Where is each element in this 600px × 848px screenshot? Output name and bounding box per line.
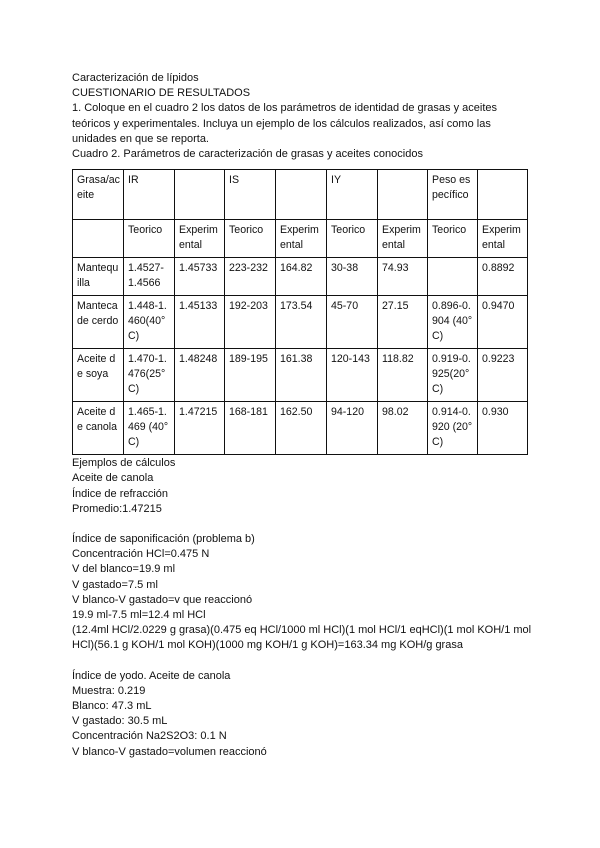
table-cell: 164.82	[276, 258, 327, 296]
table-cell: Teorico	[124, 220, 175, 258]
table-cell: 74.93	[378, 258, 428, 296]
table-cell: Aceite de canola	[73, 402, 124, 455]
document-title: Caracterización de lípidos	[72, 72, 199, 84]
refraction-title: Índice de refracción	[72, 487, 168, 500]
table-header-row	[73, 170, 528, 220]
iod-line: Concentración Na2S2O3: 0.1 N	[72, 730, 227, 743]
table-cell: 1.465-1.469 (40°C)	[124, 402, 175, 455]
table-cell	[478, 170, 528, 220]
table-cell: 0.914-0.920 (20°C)	[428, 402, 478, 455]
table-cell: 1.48248	[175, 349, 225, 402]
table-cell: IR	[124, 170, 175, 220]
iod-line: V gastado: 30.5 mL	[72, 715, 168, 728]
table-cell: Experimental	[378, 220, 428, 258]
table-cell: IY	[327, 170, 378, 220]
table-cell: Manteca de cerdo	[73, 296, 124, 349]
table-cell: 0.930	[478, 402, 528, 455]
table-cell: 98.02	[378, 402, 428, 455]
table-cell	[378, 170, 428, 220]
section-heading: CUESTIONARIO DE RESULTADOS	[72, 87, 251, 100]
table-cell: 45-70	[327, 296, 378, 349]
table-cell: 189-195	[225, 349, 276, 402]
table-cell: 0.9470	[478, 296, 528, 349]
table-cell: 1.4527-1.4566	[124, 258, 175, 296]
iodine-title: Índice de yodo. Aceite de canola	[72, 669, 231, 682]
table-cell: 30-38	[327, 258, 378, 296]
table-cell: Experimental	[276, 220, 327, 258]
question-text: 1. Coloque en el cuadro 2 los datos de los parámetros de identidad de grasas y aceites teóricos y experimentales. Incluya un ejemplo de los cálculos realizados, así como las unidades en que se reporta.	[72, 102, 497, 145]
iod-line: Blanco: 47.3 mL	[72, 700, 152, 713]
table-cell: 1.45733	[175, 258, 225, 296]
spacer	[72, 654, 532, 669]
table-cell: Teorico	[428, 220, 478, 258]
table-cell: 0.896-0.904 (40°C)	[428, 296, 478, 349]
table-cell: 161.38	[276, 349, 327, 402]
iod-line: Muestra: 0.219	[72, 684, 146, 697]
table-cell: 1.470-1.476(25°C)	[124, 349, 175, 402]
table-cell: 223-232	[225, 258, 276, 296]
table-cell	[428, 258, 478, 296]
table-cell: Experimental	[478, 220, 528, 258]
examples-oil: Aceite de canola	[72, 472, 154, 485]
table-cell: 120-143	[327, 349, 378, 402]
table-cell: 0.8892	[478, 258, 528, 296]
document-page	[72, 71, 532, 760]
table-cell: Mantequilla	[73, 258, 124, 296]
table-cell: Experimental	[175, 220, 225, 258]
sap-line: V gastado=7.5 ml	[72, 578, 158, 591]
table-cell: 192-203	[225, 296, 276, 349]
table-row	[73, 258, 528, 296]
parameters-table	[72, 169, 528, 455]
table-row	[73, 402, 528, 455]
table-cell: Teorico	[327, 220, 378, 258]
table-body	[73, 170, 528, 455]
table-caption: Cuadro 2. Parámetros de caracterización de grasas y aceites conocidos	[72, 148, 423, 161]
spacer	[72, 517, 532, 532]
saponification-calculation: (12.4ml HCl/2.0229 g grasa)(0.475 eq HCl/1000 ml HCl)(1 mol HCl/1 eqHCl)(1 mol KOH/1 mol HCl)(56.1 g KOH/1 mol KOH)(1000 mg KOH/1 g KOH)=163.34 mg KOH/g grasa	[72, 624, 532, 652]
table-cell: IS	[225, 170, 276, 220]
table-cell: Grasa/aceite	[73, 170, 124, 220]
table-subheader-row	[73, 220, 528, 258]
iod-line: V blanco-V gastado=volumen reaccionó	[72, 745, 267, 758]
table-cell: 27.15	[378, 296, 428, 349]
table-cell: Peso específico	[428, 170, 478, 220]
table-cell	[73, 220, 124, 258]
table-cell	[276, 170, 327, 220]
examples-heading: Ejemplos de cálculos	[72, 457, 176, 470]
table-cell	[175, 170, 225, 220]
table-cell: 94-120	[327, 402, 378, 455]
table-cell: 168-181	[225, 402, 276, 455]
sap-line: V blanco-V gastado=v que reaccionó	[72, 593, 253, 606]
table-cell: 173.54	[276, 296, 327, 349]
table-cell: 1.448-1.460(40°C)	[124, 296, 175, 349]
sap-line: 19.9 ml-7.5 ml=12.4 ml HCl	[72, 609, 206, 622]
refraction-average: Promedio:1.47215	[72, 502, 162, 515]
table-cell: 1.47215	[175, 402, 225, 455]
table-row	[73, 296, 528, 349]
saponification-title: Índice de saponificación (problema b)	[72, 533, 255, 546]
table-cell: 1.45133	[175, 296, 225, 349]
table-cell: 162.50	[276, 402, 327, 455]
table-row	[73, 349, 528, 402]
table-cell: Aceite de soya	[73, 349, 124, 402]
table-cell: Teorico	[225, 220, 276, 258]
table-cell: 118.82	[378, 349, 428, 402]
sap-line: V del blanco=19.9 ml	[72, 563, 176, 576]
table-cell: 0.9223	[478, 349, 528, 402]
sap-line: Concentración HCl=0.475 N	[72, 548, 210, 561]
table-cell: 0.919-0.925(20°C)	[428, 349, 478, 402]
